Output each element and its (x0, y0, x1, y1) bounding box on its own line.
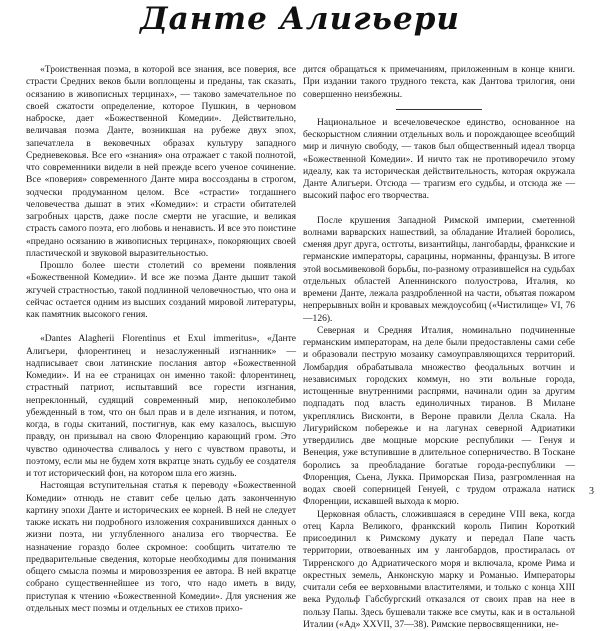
paragraph: Национальное и всечеловеческое единство, основанное на бескорыстном слиянии отдельных воль и порождающее всеобщий мир и личную свободу, — таков был общественный идеал творца «Божественной Комедии». И ничто так не противоречило этому идеалу, как та историческая действительность, которая окружала Данте Алигьери. Отсюда — трагизм его судьбы, и отсюда же — высокий пафос его творчества. (303, 117, 575, 203)
paragraph: Прошло более шести столетий со времени появления «Божественной Комедии». И все же поэма Данте дышит такой жгучей страстностью, такой подлинной человечностью, что она и сейчас остается одним из высших созданий мировой литературы, как памятник высокого гения. (26, 260, 296, 321)
paragraph: Настоящая вступительная статья к переводу «Божественной Комедии» отнюдь не ставит себе целью дать законченную картину эпохи Данте и исторических ее корней. В ней не следует также искать ни подробного изложения сохранившихся данных о жизни поэта, ни углубленного анализа его творчества. Ее назначение гораздо более скромное: сообщить читателю те предварительные сведения, которые необходимы для понимания общего смысла поэмы и мировоззрения ее автора. В ней вкратце собрано существеннейшее из того, что надо иметь в виду, приступая к чтению «Божественной Комедии». Для уяснения же отдельных мест поэмы и отдельных ее стихов прихо- (26, 480, 296, 615)
paragraph: Церковная область, сложившаяся в середине VIII века, когда отец Карла Великого, франкский король Пипин Короткий присоединил к Римскому дукату и передал Папе часть территории, отвоеванных им у лангобардов, простиралась от Тирренского до Адриатического моря и включала, кроме Рима и окрестных земель, Анконскую марку и Романью. Императоры считали себя ее верховными властителями, и только с конца XIII века Рудольф Габсбургский отказался от своих прав на нее в пользу Папы. Здесь бушевали также все смуты, как и в остальной Италии («Ад» XXVII, 37—38). Римские первосвященники, не- (303, 509, 575, 631)
paragraph: «Dantes Alagherii Florentinus et Exul immeritus», «Данте Алигьери, флорентинец и незаслуженный изгнанник» — надписывает свои латинские послания автор «Божественной Комедии». И на ее страницах он именно такой: флорентинец, страстный патриот, испытавший все горести изгнания, непреклонный, судящий современный мир, непоколебимо убежденный в том, что он был прав и в деле изгнания, и потом, когда, в годы скитаний, постигнув, как ему казалось, высшую правду, он призывал на свою Флоренцию карающий гром. Это чувство одиночества сливалось у него с чувством правоты, и поэтому, если мы не будем хотя вкратце знать судьбу ее создателя и тот исторический фон, на котором шла его жизнь. (26, 333, 296, 480)
right-column (303, 64, 575, 504)
page-title: Данте Алигьери (0, 1, 600, 37)
paragraph: «Троиственная поэма, в которой все знания, все поверия, все страсти Средних веков были воплощены и преданы, так сказать, осязанию в живописных терцинах», — таково замечательное по своей сжатости определение, которое Пушкин, в черновом наброске, дает «Божественной Комедии». Действительно, величавая поэма Данте, возникшая на рубеже двух эпох, запечатлела в вековечных образах культуру западного Средневековья. Все его «знания» она отражает с такой полнотой, что современники видели в ней прежде всего ученое сочинение. Все «поверия» современного Данте мира воссозданы в строгом, зодчески продуманном целом. Все «страсти» тогдашнего человечества дышат в этих «Комедии»: и страсти обитателей загробных царств, даже после смерти не угасшие, и великая страсть самого поэта, его любовь и ненависть. И все это поистине «предано осязанию в живописных терцинах», покоряющих своей пластической и звуковой выразительностью. (26, 64, 296, 260)
left-column (26, 64, 296, 504)
paragraph: Северная и Средняя Италия, номинально подчиненные германским императорам, на деле были предоставлены сами себе и образовали пеструю мозаику самоуправляющихся территорий. Ломбардия обрабатывала множество феодальных вотчин и независимых городских коммун, но эти вольные города, истощенные внутренними распрями, начинали один за другим подпадать под власть единоличных тиранов. В Милане укреплялись Висконти, в Вероне правили Делла Скала. На Лигурийском побережье и на лагунах северной Адриатики утвердились две мощные морские республики — Генуя и Венеция, уже вступившие в длительное соперничество. В Тоскане боролись за преобладание богатые города-республики — Флоренция, Сьена, Лукка. Приморская Пиза, разгромленная на водах своей соперницей Генуей, с трудом отражала натиск Флоренции, искавшей выхода к морю. (303, 325, 575, 509)
paragraph: После крушения Западной Римской империи, сметенной волнами варварских нашествий, за обладание Италией боролись, сменяя друг друга, остготы, византийцы, лангобарды, франкские и германские императоры, сарацины, норманны, французы. В итоге этой восьмивековой борьбы, по-разному отразившейся на судьбах отдельных областей Апеннинского полуострова, Италия, ко времени Данте, лежала раздробленной на части, объятая пожаром непрерывных войн и кровавых междоусобиц («Чистилище» VI, 76—126). (303, 215, 575, 325)
section-divider (396, 109, 482, 110)
paragraph: дится обращаться к примечаниям, приложенным в конце книги. При издании такого трудного текста, как Дантова трилогия, они совершенно неизбежны. (303, 64, 575, 101)
page-number: 3 (589, 486, 594, 498)
